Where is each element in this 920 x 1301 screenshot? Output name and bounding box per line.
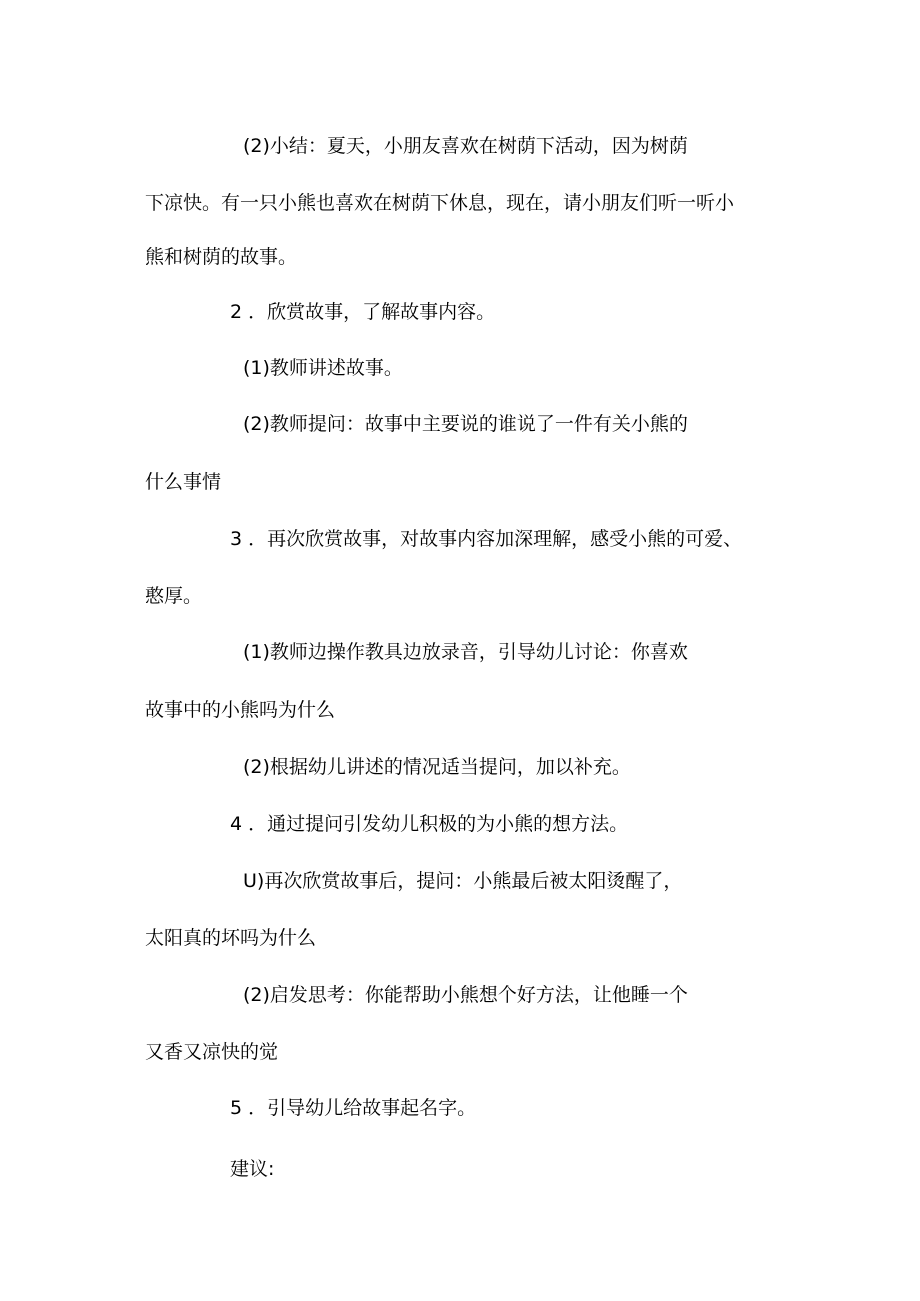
paragraph-line: 熊和树荫的故事。 [145, 246, 298, 268]
paragraph-line: (2)根据幼儿讲述的情况适当提问，加以补充。 [243, 756, 631, 778]
section-heading: 2 ．欣赏故事，了解故事内容。 [230, 301, 496, 323]
section-heading: 3 ．再次欣赏故事，对故事内容加深理解，感受小熊的可爱、 [230, 528, 743, 550]
section-heading: 4 ．通过提问引发幼儿积极的为小熊的想方法。 [230, 813, 629, 835]
paragraph-line: (2)小结：夏天，小朋友喜欢在树荫下活动，因为树荫 [243, 135, 688, 157]
section-heading: 5 ．引导幼儿给故事起名字。 [230, 1097, 477, 1119]
paragraph-line: (1)教师讲述故事。 [243, 357, 403, 379]
paragraph-line: 什么事情 [145, 471, 222, 493]
paragraph-line: 故事中的小熊吗为什么 [145, 699, 336, 721]
paragraph-line: (1)教师边操作教具边放录音，引导幼儿讨论：你喜欢 [243, 641, 688, 663]
paragraph-line: U)再次欣赏故事后，提问：小熊最后被太阳烫醒了， [243, 870, 683, 892]
suggestion-heading: 建议: [230, 1158, 275, 1180]
paragraph-line: 又香又凉快的觉 [145, 1041, 279, 1063]
paragraph-line: 太阳真的坏吗为什么 [145, 927, 317, 949]
paragraph-line: 憨厚。 [145, 585, 203, 607]
paragraph-line: 下凉快。有一只小熊也喜欢在树荫下休息，现在，请小朋友们听一听小 [145, 192, 735, 214]
paragraph-line: (2)教师提问：故事中主要说的谁说了一件有关小熊的 [243, 413, 688, 435]
paragraph-line: (2)启发思考：你能帮助小熊想个好方法，让他睡一个 [243, 984, 688, 1006]
